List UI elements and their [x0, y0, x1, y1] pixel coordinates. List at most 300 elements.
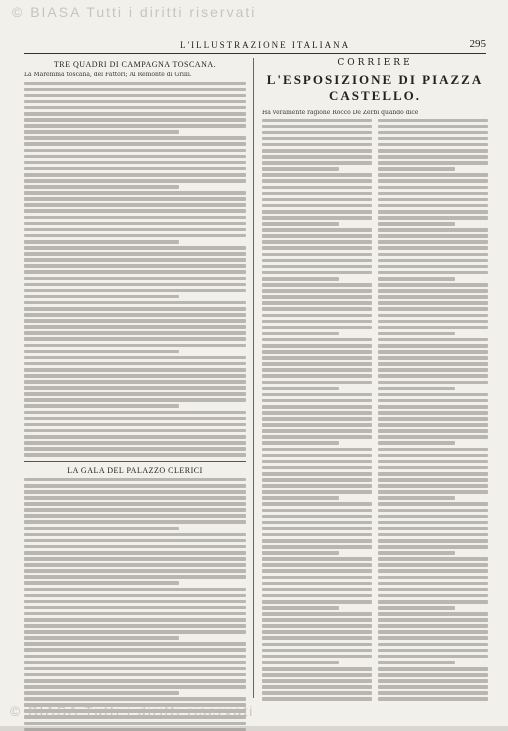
text-line [378, 515, 488, 519]
text-line [378, 600, 488, 604]
text-line [378, 173, 488, 177]
text-line [378, 429, 488, 433]
running-title: L'ILLUSTRAZIONE ITALIANA [180, 40, 351, 50]
text-line [24, 386, 246, 390]
text-line [378, 161, 488, 165]
text-line [378, 277, 455, 281]
text-line [24, 344, 246, 348]
text-line [24, 240, 179, 244]
text-line [24, 380, 246, 384]
text-line [24, 447, 246, 451]
text-line [24, 228, 246, 232]
text-line [378, 186, 488, 190]
text-line [24, 563, 246, 567]
text-line [378, 301, 488, 305]
text-line [262, 502, 372, 506]
text-line [262, 204, 372, 208]
text-line [24, 484, 246, 488]
text-line [262, 521, 372, 525]
text-line [378, 265, 488, 269]
text-line [378, 545, 488, 549]
text-line [378, 204, 488, 208]
text-line [24, 216, 246, 220]
text-line [378, 216, 488, 220]
text-line [24, 722, 246, 726]
right-subcolumns [262, 119, 488, 702]
section-intro: La Maremma toscana, del Fattori; Al Remonte di Grilli. [24, 72, 192, 78]
text-line [378, 320, 488, 324]
text-line [262, 228, 372, 232]
text-line [378, 441, 455, 445]
text-line [262, 697, 372, 701]
text-line [262, 423, 372, 427]
text-line [24, 319, 246, 323]
text-line [378, 368, 488, 372]
article-title: L'ESPOSIZIONE DI PIAZZA CASTELLO. [266, 72, 484, 103]
text-line [378, 259, 488, 263]
section-title-tre-quadri: TRE QUADRI DI CAMPAGNA TOSCANA. [53, 60, 217, 69]
text-line [378, 496, 455, 500]
text-line [262, 454, 372, 458]
right-column [262, 58, 488, 698]
text-line [378, 253, 488, 257]
text-line [378, 667, 488, 671]
text-line [24, 289, 246, 293]
section-divider [24, 461, 246, 462]
text-line [262, 234, 372, 238]
text-line [24, 398, 246, 402]
text-line [24, 209, 246, 213]
text-line [262, 131, 372, 135]
text-line [24, 362, 246, 366]
article-text-block [24, 478, 246, 731]
text-line [24, 185, 179, 189]
text-line [24, 222, 246, 226]
text-line [378, 125, 488, 129]
text-line [378, 533, 488, 537]
text-line [262, 673, 372, 677]
text-line [262, 588, 372, 592]
text-line [378, 490, 488, 494]
text-line [24, 606, 246, 610]
text-line [24, 368, 246, 372]
text-line [24, 520, 246, 524]
text-line [262, 582, 372, 586]
text-line [378, 332, 455, 336]
text-line [378, 606, 455, 610]
text-line [24, 514, 246, 518]
text-line [378, 636, 488, 640]
text-line [378, 454, 488, 458]
text-line [24, 106, 246, 110]
text-line [24, 118, 246, 122]
text-line [262, 679, 372, 683]
text-line [24, 264, 246, 268]
text-line [262, 551, 339, 555]
text-line [24, 246, 246, 250]
text-line [24, 283, 246, 287]
text-line [378, 472, 488, 476]
text-line [262, 472, 372, 476]
text-line [378, 167, 455, 171]
text-line [24, 697, 246, 701]
text-line [378, 314, 488, 318]
text-line [378, 661, 455, 665]
text-line [24, 569, 246, 573]
text-line [24, 581, 179, 585]
text-line [24, 691, 179, 695]
text-line [24, 588, 246, 592]
text-line [24, 435, 246, 439]
text-line [378, 222, 455, 226]
text-line [262, 222, 339, 226]
text-line [378, 594, 488, 598]
text-line [378, 691, 488, 695]
text-line [24, 173, 246, 177]
article-lead: Ha veramente ragione Rocco De Zerbi quando dice [262, 110, 419, 116]
text-line [262, 362, 372, 366]
text-line [378, 685, 488, 689]
text-line [378, 350, 488, 354]
text-line [262, 417, 372, 421]
text-line [262, 338, 372, 342]
text-line [24, 331, 246, 335]
text-line [24, 661, 246, 665]
text-line [262, 509, 372, 513]
text-line [262, 320, 372, 324]
text-line [262, 198, 372, 202]
text-line [24, 673, 246, 677]
text-line [378, 643, 488, 647]
text-line [24, 612, 246, 616]
text-line [24, 685, 246, 689]
text-line [262, 332, 339, 336]
text-line [378, 697, 488, 701]
text-line [24, 167, 246, 171]
text-line [24, 130, 179, 134]
text-line [24, 594, 246, 598]
text-line [24, 307, 246, 311]
text-line [24, 82, 246, 86]
text-line [378, 381, 488, 385]
text-line [262, 441, 339, 445]
text-line [262, 173, 372, 177]
text-line [378, 551, 455, 555]
text-line [24, 295, 179, 299]
text-line [262, 630, 372, 634]
text-line [262, 295, 372, 299]
text-line [378, 271, 488, 275]
text-line [378, 326, 488, 330]
text-line [378, 630, 488, 634]
text-line [262, 179, 372, 183]
text-line [262, 576, 372, 580]
text-line [262, 606, 339, 610]
text-line [262, 496, 339, 500]
text-line [378, 466, 488, 470]
text-line [24, 453, 246, 457]
text-line [378, 362, 488, 366]
text-line [24, 100, 246, 104]
text-line [24, 112, 246, 116]
text-line [262, 478, 372, 482]
section-title-gala: LA GALA DEL PALAZZO CLERICI [67, 465, 203, 475]
text-line [262, 643, 372, 647]
text-line [378, 588, 488, 592]
text-line [378, 417, 488, 421]
text-line [24, 728, 246, 731]
text-line [378, 399, 488, 403]
text-line [24, 679, 246, 683]
text-line [262, 515, 372, 519]
text-line [378, 478, 488, 482]
text-line [378, 228, 488, 232]
text-line [24, 404, 179, 408]
text-line [262, 374, 372, 378]
text-line [262, 594, 372, 598]
text-line [24, 667, 246, 671]
text-line [378, 344, 488, 348]
text-line [24, 136, 246, 140]
text-line [24, 423, 246, 427]
text-line [378, 423, 488, 427]
column-divider [253, 58, 254, 698]
text-line [262, 149, 372, 153]
text-line [24, 527, 179, 531]
text-line [24, 374, 246, 378]
text-line [24, 203, 246, 207]
watermark-top: © BIASA Tutti i diritti riservati [12, 4, 257, 20]
text-line [24, 508, 246, 512]
text-line [24, 252, 246, 256]
text-line [378, 655, 488, 659]
text-line [262, 344, 372, 348]
text-line [378, 387, 455, 391]
text-line [378, 119, 488, 123]
text-line [262, 381, 372, 385]
text-line [378, 131, 488, 135]
text-line [262, 283, 372, 287]
text-line [262, 277, 339, 281]
text-line [378, 582, 488, 586]
corriere-heading: CORRIERE [337, 58, 413, 68]
text-line [262, 411, 372, 415]
text-line [24, 142, 246, 146]
text-line [262, 569, 372, 573]
text-line [24, 155, 246, 159]
text-line [262, 685, 372, 689]
text-line [262, 368, 372, 372]
text-line [378, 435, 488, 439]
text-line [24, 502, 246, 506]
text-line [262, 618, 372, 622]
text-line [24, 277, 246, 281]
text-line [378, 569, 488, 573]
article-text-block [262, 119, 372, 702]
text-line [378, 374, 488, 378]
watermark-bottom: © BIASA Tutti i diritti riservati [10, 703, 255, 719]
text-line [24, 533, 246, 537]
text-line [24, 655, 246, 659]
text-line [378, 624, 488, 628]
text-line [262, 125, 372, 129]
text-line [262, 466, 372, 470]
text-line [378, 210, 488, 214]
text-line [262, 600, 372, 604]
text-line [378, 289, 488, 293]
article-text-block [378, 119, 488, 702]
text-line [262, 192, 372, 196]
text-line [378, 143, 488, 147]
text-line [378, 563, 488, 567]
text-line [378, 283, 488, 287]
text-line [24, 624, 246, 628]
text-line [378, 338, 488, 342]
text-line [262, 326, 372, 330]
text-line [378, 240, 488, 244]
text-line [24, 124, 246, 128]
text-line [262, 448, 372, 452]
text-line [262, 539, 372, 543]
text-line [262, 161, 372, 165]
text-line [378, 149, 488, 153]
text-line [262, 387, 339, 391]
text-line [262, 612, 372, 616]
text-line [262, 667, 372, 671]
text-line [24, 575, 246, 579]
page-number: 295 [469, 38, 486, 50]
text-line [262, 691, 372, 695]
text-line [24, 149, 246, 153]
text-line [24, 301, 246, 305]
text-line [24, 551, 246, 555]
text-line [24, 478, 246, 482]
text-line [378, 295, 488, 299]
text-line [378, 448, 488, 452]
text-line [24, 600, 246, 604]
text-line [24, 179, 246, 183]
text-line [262, 119, 372, 123]
text-line [262, 137, 372, 141]
text-line [24, 270, 246, 274]
text-line [262, 527, 372, 531]
text-line [378, 155, 488, 159]
text-line [378, 234, 488, 238]
text-line [24, 539, 246, 543]
text-line [262, 557, 372, 561]
text-line [262, 271, 372, 275]
text-line [24, 648, 246, 652]
text-line [24, 441, 246, 445]
text-line [24, 191, 246, 195]
text-line [24, 88, 246, 92]
text-line [262, 155, 372, 159]
text-line [262, 240, 372, 244]
text-line [262, 624, 372, 628]
text-line [24, 94, 246, 98]
text-line [262, 655, 372, 659]
text-line [24, 618, 246, 622]
text-line [378, 557, 488, 561]
text-line [378, 356, 488, 360]
text-line [378, 484, 488, 488]
text-line [378, 612, 488, 616]
text-line [378, 618, 488, 622]
text-line [262, 545, 372, 549]
text-line [378, 393, 488, 397]
text-line [378, 509, 488, 513]
text-line [24, 161, 246, 165]
left-column [24, 58, 246, 698]
text-line [262, 350, 372, 354]
text-line [262, 490, 372, 494]
text-line [262, 356, 372, 360]
text-line [24, 496, 246, 500]
text-line [262, 636, 372, 640]
text-line [24, 429, 246, 433]
text-line [262, 533, 372, 537]
text-line [378, 502, 488, 506]
text-line [262, 265, 372, 269]
text-line [24, 356, 246, 360]
header-rule [24, 53, 486, 54]
text-line [378, 527, 488, 531]
text-line [24, 197, 246, 201]
text-line [262, 405, 372, 409]
text-line [262, 301, 372, 305]
text-line [24, 350, 179, 354]
text-line [24, 642, 246, 646]
text-line [378, 460, 488, 464]
text-line [262, 399, 372, 403]
text-line [24, 411, 246, 415]
text-line [24, 557, 246, 561]
text-line [378, 246, 488, 250]
text-line [24, 636, 179, 640]
text-line [378, 411, 488, 415]
text-line [24, 234, 246, 238]
article-text-block [24, 82, 246, 457]
text-line [24, 490, 246, 494]
text-line [262, 460, 372, 464]
text-line [378, 179, 488, 183]
text-line [262, 167, 339, 171]
text-line [24, 313, 246, 317]
text-line [262, 393, 372, 397]
text-line [262, 143, 372, 147]
text-line [262, 314, 372, 318]
text-line [24, 325, 246, 329]
text-line [378, 192, 488, 196]
text-line [262, 429, 372, 433]
text-line [24, 417, 246, 421]
text-line [378, 307, 488, 311]
text-line [262, 210, 372, 214]
text-line [262, 307, 372, 311]
text-line [262, 563, 372, 567]
text-line [24, 337, 246, 341]
text-line [262, 259, 372, 263]
text-line [262, 186, 372, 190]
text-line [262, 289, 372, 293]
text-line [24, 545, 246, 549]
text-line [262, 435, 372, 439]
text-line [262, 661, 339, 665]
text-line [24, 392, 246, 396]
text-line [378, 405, 488, 409]
text-line [378, 539, 488, 543]
text-line [378, 679, 488, 683]
